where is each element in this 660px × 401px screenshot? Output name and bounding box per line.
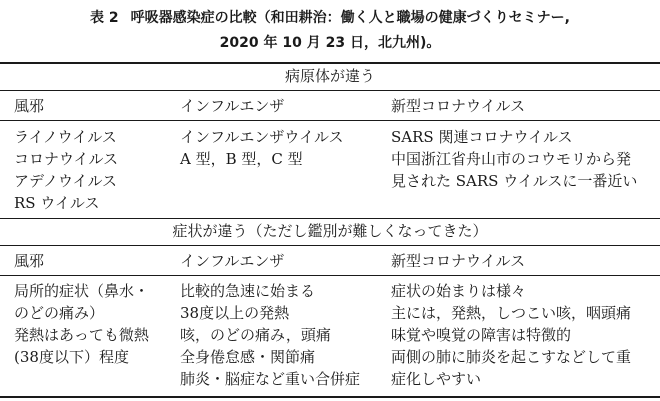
column-header-influenza: インフルエンザ <box>180 97 285 115</box>
table-caption-line-1 <box>0 9 660 27</box>
column-header-cold: 風邪 <box>14 252 45 270</box>
section-title-symptoms: 症状が違う（ただし鑑別が難しくなってきた） <box>172 222 488 240</box>
table-bottom-rule <box>0 396 660 398</box>
cell-line: 見された SARS ウイルスに一番近い <box>391 172 638 190</box>
caption-text-line-1: 呼吸器感染症の比較（和田耕治：働く人と職場の健康づくりセミナー, <box>130 10 570 26</box>
cell-line: ライノウイルス <box>14 128 117 146</box>
cell-line: 味覚や嗅覚の障害は特徴的 <box>391 326 572 344</box>
cell-line: 症状の始まりは様々 <box>391 282 527 300</box>
section-title-pathogen: 病原体が違う <box>284 67 375 85</box>
cell-line: 比較的急速に始まる <box>180 282 316 300</box>
cell-line: 38度以上の発熱 <box>180 304 290 322</box>
cell-line: 発熱はあっても微熱 <box>14 326 149 344</box>
column-header-influenza: インフルエンザ <box>180 252 285 270</box>
cell-line: RS ウイルス <box>14 194 100 212</box>
cell-line: 両側の肺に肺炎を起こすなどして重 <box>391 348 632 366</box>
table-top-rule <box>0 62 660 64</box>
table-number: 表 2 <box>90 10 119 26</box>
cell-line: 全身倦怠感・関節痛 <box>180 348 316 366</box>
cell-line: 肺炎・脳症など重い合併症 <box>180 370 361 388</box>
cell-line: 局所的症状（鼻水・ <box>14 282 150 300</box>
cell-line: (38度以下）程度 <box>14 348 129 366</box>
cell-line: コロナウイルス <box>14 150 119 168</box>
cell-line: インフルエンザウイルス <box>180 128 344 146</box>
table-caption-line-2: 2020 年 10 月 23 日，北九州)。 <box>219 35 441 51</box>
column-header-cold: 風邪 <box>14 97 45 115</box>
cell-line: 咳，のどの痛み，頭痛 <box>180 326 331 344</box>
column-header-rule <box>0 120 660 121</box>
cell-line: アデノウイルス <box>14 172 118 190</box>
section-title-rule <box>0 90 660 91</box>
column-header-covid: 新型コロナウイルス <box>391 252 526 270</box>
cell-line: 中国浙江省舟山市のコウモリから発 <box>391 150 632 168</box>
section-divider-rule <box>0 218 660 219</box>
section-title-rule <box>0 245 660 246</box>
column-header-rule <box>0 275 660 276</box>
cell-line: A 型，B 型，C 型 <box>180 150 303 168</box>
cell-line: のどの痛み） <box>14 304 105 322</box>
cell-line: SARS 関連コロナウイルス <box>391 128 573 146</box>
cell-line: 症化しやすい <box>391 370 482 388</box>
column-header-covid: 新型コロナウイルス <box>391 97 526 115</box>
cell-line: 主には，発熱，しつこい咳，咽頭痛 <box>391 304 632 322</box>
